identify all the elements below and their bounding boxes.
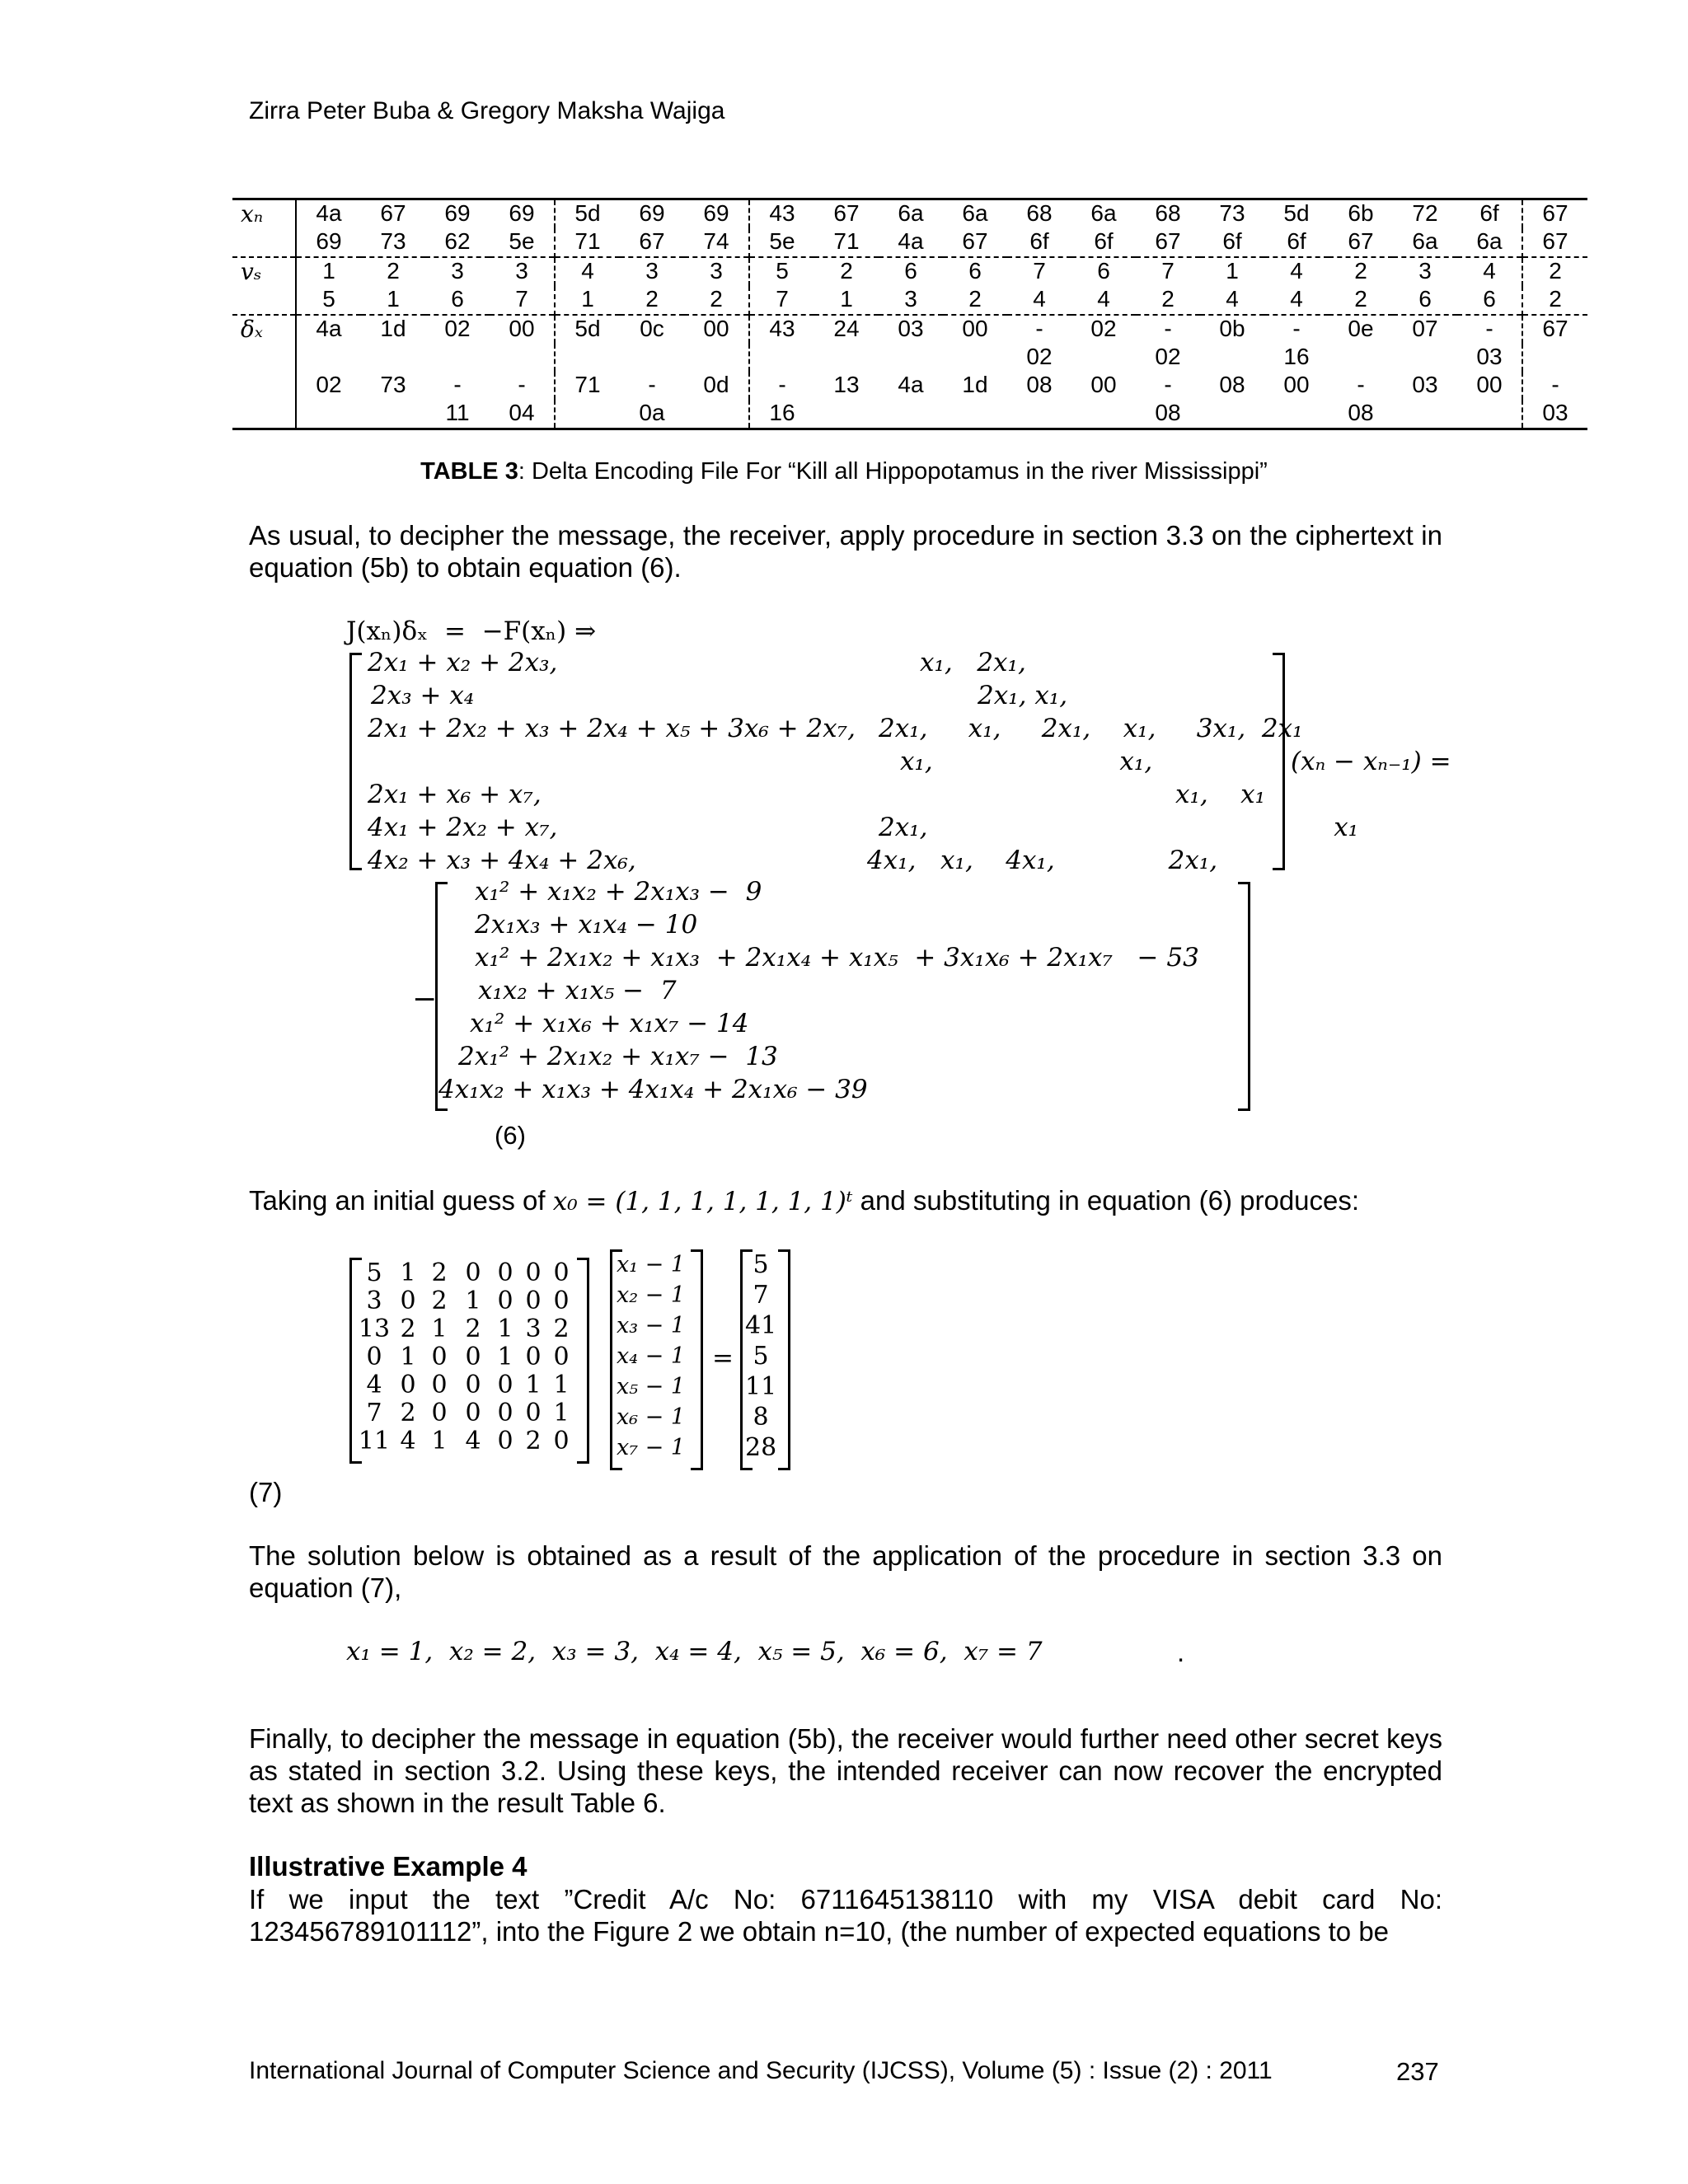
table-cell: 6a <box>1071 199 1136 229</box>
f-row: x₁² + x₁x₆ + x₁x₇ − 14 <box>470 1009 749 1038</box>
matrix-cell: 0 <box>497 1371 513 1399</box>
jacobian-row-term: 4x₂ + x₃ + 4x₄ + 2x₆, <box>368 846 636 875</box>
matrix-cell: 2 <box>553 1315 570 1343</box>
table-cell: 69 <box>425 199 490 229</box>
table-cell: 6 <box>1483 286 1496 312</box>
table-cell: 74 <box>703 228 729 254</box>
table-row <box>232 315 1587 344</box>
matrix-cell: 1 <box>497 1343 513 1371</box>
table-cell: 6f <box>1094 228 1114 254</box>
table-cell: 6a <box>1476 228 1503 254</box>
table-cell <box>814 344 879 372</box>
jacobian-row-term: 2x₁ + 2x₂ + x₃ + 2x₄ + x₅ + 3x₆ + 2x₇, <box>368 714 856 743</box>
table-cell: 67 <box>1522 199 1587 229</box>
table-cell: 6 <box>1418 286 1432 312</box>
table-cell: - <box>749 372 814 400</box>
solution: x₁ = 1, x₂ = 2, x₃ = 3, x₄ = 4, x₅ = 5, x₆ = 6, x₇ = 7 <box>346 1637 1043 1666</box>
table-cell <box>1393 344 1457 372</box>
delta-encoding-table <box>232 198 1587 430</box>
table-cell: 7 <box>515 286 528 312</box>
table-cell: 7 <box>749 286 814 315</box>
matrix-row <box>356 1259 575 1287</box>
table-cell: 03 <box>1412 372 1438 397</box>
f-row: 2x₁x₃ + x₁x₄ − 10 <box>475 910 698 940</box>
table-cell: 5 <box>322 286 335 312</box>
table-cell <box>749 344 814 372</box>
vector-entry: x₄ − 1 <box>617 1343 686 1369</box>
table-cell: 5d <box>1264 199 1329 229</box>
coefficient-matrix <box>356 1259 575 1455</box>
table-cell: 4 <box>1033 286 1046 312</box>
table-cell: 4 <box>1457 257 1522 286</box>
table-cell: 71 <box>555 372 620 400</box>
table-cell <box>425 344 490 372</box>
table-cell: 0e <box>1329 315 1393 344</box>
table-cell: 5e <box>509 228 535 254</box>
table-cell: 02 <box>1155 344 1181 369</box>
matrix-cell: 0 <box>465 1371 481 1399</box>
table-cell: 00 <box>1476 372 1503 397</box>
initial-guess: x₀ = (1, 1, 1, 1, 1, 1, 1)ᵗ <box>552 1187 853 1216</box>
table-cell: - <box>1357 372 1365 397</box>
vector-entry: x₂ − 1 <box>617 1282 686 1308</box>
table-cell: 02 <box>1026 344 1053 369</box>
table-cell: 02 <box>316 372 342 397</box>
table-cell: 1 <box>555 286 620 315</box>
table-cell: 4 <box>555 257 620 286</box>
rhs-entry: 8 <box>753 1403 769 1432</box>
matrix-cell: 4 <box>465 1427 481 1455</box>
matrix-cell: 0 <box>553 1258 570 1287</box>
matrix-row <box>356 1371 575 1399</box>
matrix-cell: 4 <box>366 1371 382 1399</box>
table-cell: 6 <box>1071 257 1136 286</box>
section-heading: Illustrative Example 4 <box>249 1851 528 1882</box>
matrix-cell: 0 <box>465 1258 481 1287</box>
table-cell <box>1071 344 1136 372</box>
matrix-cell: 2 <box>400 1399 416 1427</box>
table-cell: 3 <box>620 257 684 286</box>
table-cell: - <box>1522 372 1587 400</box>
rhs-entry: 28 <box>745 1433 777 1462</box>
matrix-cell: 0 <box>497 1286 513 1315</box>
row-label <box>232 286 296 315</box>
f-right-bracket <box>1238 882 1250 1111</box>
table-cell: 11 <box>425 400 490 429</box>
row-label <box>232 228 296 257</box>
table-cell <box>1522 344 1587 372</box>
table-cell: 1 <box>387 286 400 312</box>
table-cell <box>1007 400 1071 429</box>
row-label <box>232 344 296 372</box>
table-cell <box>555 344 620 372</box>
table-cell <box>814 400 879 429</box>
table-cell: 02 <box>425 315 490 344</box>
jacobian-row-cols: 2x₁, x₁ <box>879 813 1359 842</box>
eq6-factor: (xₙ − xₙ₋₁) = <box>1291 747 1451 776</box>
matrix-cell: 13 <box>358 1315 391 1343</box>
matrix-cell: 1 <box>465 1286 481 1315</box>
table-cell <box>1329 344 1393 372</box>
eq6-lhs: J(xₙ)δₓ = −F(xₙ) ⇒ <box>346 616 597 646</box>
caption-text: : Delta Encoding File For “Kill all Hippopotamus in the river Mississippi” <box>518 458 1268 485</box>
matrix-right-bracket <box>577 1258 589 1464</box>
table-cell <box>1200 400 1264 429</box>
table-cell <box>684 400 749 429</box>
paragraph-3: The solution below is obtained as a result of the application of the procedure in section 3.3 on equation (7), <box>249 1540 1442 1603</box>
table-cell: 2 <box>1522 257 1587 286</box>
eq6-number: (6) <box>495 1121 526 1150</box>
table-cell: 00 <box>684 315 749 344</box>
table-row <box>232 199 1587 229</box>
matrix-cell: 0 <box>553 1343 570 1371</box>
unknown-vector <box>617 1249 685 1463</box>
solution-dot: . <box>1177 1637 1185 1667</box>
table-cell: 3 <box>684 257 749 286</box>
table-cell: 5 <box>749 257 814 286</box>
table-cell: - <box>1164 372 1172 397</box>
table-cell: 6b <box>1329 199 1393 229</box>
matrix-cell: 4 <box>400 1427 416 1455</box>
table-cell: 03 <box>879 315 943 344</box>
table-cell: 03 <box>1476 344 1503 369</box>
vector-entry: x₃ − 1 <box>617 1313 686 1338</box>
vector-entry: x₅ − 1 <box>617 1374 686 1399</box>
table-cell: 69 <box>684 199 749 229</box>
table-cell: 6a <box>1412 228 1438 254</box>
table-cell: 3 <box>904 286 917 312</box>
table-cell: 00 <box>1090 372 1117 397</box>
matrix-row <box>356 1427 575 1455</box>
table-cell: 68 <box>1136 199 1200 229</box>
table-cell: 67 <box>962 228 988 254</box>
table-cell: 71 <box>555 228 620 257</box>
matrix-row <box>356 1315 575 1343</box>
table-cell: 67 <box>1348 228 1374 254</box>
table-row <box>232 344 1587 372</box>
table-cell: 2 <box>1329 257 1393 286</box>
row-label <box>232 372 296 400</box>
jacobian-row-term: 2x₁ + x₆ + x₇, <box>368 780 542 809</box>
rhs-entry: 41 <box>745 1311 777 1340</box>
table-cell: 69 <box>490 199 555 229</box>
matrix-cell: 2 <box>525 1427 542 1455</box>
table-cell: 1d <box>361 315 425 344</box>
f-row: x₁² + x₁x₂ + 2x₁x₃ − 9 <box>475 877 762 907</box>
table-cell: 6 <box>879 257 943 286</box>
vector-entry: x₁ − 1 <box>617 1252 686 1277</box>
table-cell: 6f <box>1457 199 1522 229</box>
rhs-entry: 5 <box>753 1342 769 1371</box>
matrix-cell: 0 <box>525 1286 542 1315</box>
table-row <box>232 286 1587 315</box>
eq6-minus: − <box>412 982 438 1016</box>
table-cell: 73 <box>380 228 406 254</box>
jacobian-row-cols: 2x₁, x₁, 2x₁, x₁, 3x₁, 2x₁ <box>879 714 1303 743</box>
table-cell: 1 <box>1200 257 1264 286</box>
matrix-row <box>356 1287 575 1315</box>
paragraph-5: If we input the text ”Credit A/c No: 6711645138110 with my VISA debit card No: 123456789101112”, into the Figure 2 we obtain n=10, (the number of expected equations to be <box>249 1884 1442 1947</box>
f-row: 2x₁² + 2x₁x₂ + x₁x₇ − 13 <box>458 1042 778 1071</box>
vector-entry: x₇ − 1 <box>617 1435 686 1460</box>
matrix-cell: 2 <box>400 1315 416 1343</box>
table-caption <box>0 458 1688 485</box>
table-cell: 03 <box>1522 400 1587 429</box>
table-cell: 2 <box>814 257 879 286</box>
table-cell: 07 <box>1393 315 1457 344</box>
matrix-row <box>356 1399 575 1427</box>
table-cell: 6a <box>943 199 1007 229</box>
matrix-cell: 0 <box>497 1258 513 1287</box>
table-cell: - <box>648 372 656 397</box>
table-cell: 3 <box>425 257 490 286</box>
table-cell: 4 <box>1226 286 1239 312</box>
eq7-number: (7) <box>249 1477 283 1507</box>
table-cell: 72 <box>1393 199 1457 229</box>
table-cell: 13 <box>833 372 860 397</box>
matrix-cell: 1 <box>400 1343 416 1371</box>
table-cell: 4a <box>296 315 361 344</box>
f-row: x₁² + 2x₁x₂ + x₁x₃ + 2x₁x₄ + x₁x₅ + 3x₁x₆ + 2x₁x₇ − 53 <box>475 943 1199 972</box>
table-cell: - <box>1007 315 1071 344</box>
matrix-cell: 0 <box>400 1371 416 1399</box>
jacobian-left-bracket <box>349 653 362 870</box>
table-cell: 08 <box>1136 400 1200 429</box>
table-cell: 2 <box>1161 286 1175 312</box>
running-head: Zirra Peter Buba & Gregory Maksha Wajiga <box>249 97 725 124</box>
table-cell: 1d <box>962 372 988 397</box>
table-cell: 3 <box>1393 257 1457 286</box>
matrix-cell: 0 <box>497 1427 513 1455</box>
matrix-cell: 1 <box>553 1399 570 1427</box>
table-cell <box>1071 400 1136 429</box>
matrix-cell: 0 <box>553 1286 570 1315</box>
f-row: 4x₁x₂ + x₁x₃ + 4x₁x₄ + 2x₁x₆ − 39 <box>438 1075 868 1104</box>
table-cell: 4 <box>1097 286 1110 312</box>
table-cell: 2 <box>361 257 425 286</box>
footer: International Journal of Computer Science and Security (IJCSS), Volume (5) : Issue (2) : 2011 <box>249 2057 1273 2084</box>
table-cell: 67 <box>1522 315 1587 344</box>
table-cell: 1 <box>840 286 853 312</box>
table-cell: - <box>1136 315 1200 344</box>
table-cell: 16 <box>1283 344 1310 369</box>
table-cell <box>1457 400 1522 429</box>
table-cell: 71 <box>833 228 860 254</box>
table-cell: 0a <box>620 400 684 429</box>
table-cell: - <box>1264 315 1329 344</box>
matrix-cell: 7 <box>366 1399 382 1427</box>
table-cell <box>879 344 943 372</box>
jacobian-row-cols: 4x₁, x₁, 4x₁, 2x₁, <box>867 846 1218 875</box>
matrix-cell: 1 <box>400 1258 416 1287</box>
table-cell: 5d <box>555 199 620 229</box>
table-cell: 08 <box>1026 372 1053 397</box>
matrix-cell: 0 <box>366 1343 382 1371</box>
matrix-cell: 0 <box>431 1343 448 1371</box>
table-cell: 4a <box>898 372 924 397</box>
matrix-cell: 0 <box>465 1343 481 1371</box>
page-number: 237 <box>1396 2057 1439 2086</box>
matrix-cell: 1 <box>431 1315 448 1343</box>
table-cell <box>620 344 684 372</box>
table-row <box>232 400 1587 429</box>
table-cell: 73 <box>380 372 406 397</box>
table-cell: 67 <box>639 228 665 254</box>
paragraph-1: As usual, to decipher the message, the receiver, apply procedure in section 3.3 on the ciphertext in equation (5b) to obtain equation (6). <box>249 520 1442 583</box>
matrix-cell: 0 <box>525 1399 542 1427</box>
matrix-cell: 1 <box>431 1427 448 1455</box>
table-cell <box>1200 344 1264 372</box>
table-cell: 6a <box>879 199 943 229</box>
table-cell <box>296 400 361 429</box>
table-cell: 00 <box>943 315 1007 344</box>
table-cell: 2 <box>645 286 659 312</box>
table-cell: 4a <box>898 228 924 254</box>
table-cell <box>1264 400 1329 429</box>
table-row <box>232 257 1587 286</box>
table-cell: 6f <box>1287 228 1306 254</box>
matrix-cell: 0 <box>525 1343 542 1371</box>
table-cell: 00 <box>1283 372 1310 397</box>
table-cell: 5e <box>749 228 814 257</box>
f-row: x₁x₂ + x₁x₅ − 7 <box>478 976 677 1005</box>
table-cell: 6f <box>1222 228 1242 254</box>
table-cell: 0b <box>1200 315 1264 344</box>
paragraph-4: Finally, to decipher the message in equation (5b), the receiver would further need other secret keys as stated in section 3.2. Using these keys, the intended receiver can now recover the encrypted text as shown in the result Table 6. <box>249 1723 1442 1818</box>
table-cell: 00 <box>490 315 555 344</box>
row-label: δₓ <box>232 315 296 344</box>
matrix-cell: 0 <box>497 1399 513 1427</box>
table-cell: 16 <box>749 400 814 429</box>
table-cell: 2 <box>968 286 982 312</box>
table-cell <box>684 344 749 372</box>
table-cell: 04 <box>490 400 555 429</box>
jacobian-row-cols: x₁, x₁ <box>1175 780 1266 809</box>
matrix-cell: 0 <box>465 1399 481 1427</box>
matrix-cell: 2 <box>465 1315 481 1343</box>
matrix-cell: 0 <box>553 1427 570 1455</box>
matrix-cell: 11 <box>358 1427 391 1455</box>
matrix-cell: 2 <box>431 1286 448 1315</box>
table-cell: 43 <box>749 315 814 344</box>
table-cell <box>555 400 620 429</box>
matrix-cell: 2 <box>431 1258 448 1287</box>
table-cell: - <box>518 372 526 397</box>
jacobian-row-term: 2x₁ + x₂ + 2x₃, <box>368 648 558 677</box>
row-label: vₛ <box>232 257 296 286</box>
table-cell: 2 <box>1354 286 1367 312</box>
matrix-cell: 1 <box>497 1315 513 1343</box>
table-cell <box>943 400 1007 429</box>
table-cell <box>296 344 361 372</box>
table-cell: 69 <box>316 228 342 254</box>
matrix-cell: 1 <box>553 1371 570 1399</box>
table-cell: 73 <box>1200 199 1264 229</box>
matrix-row <box>356 1343 575 1371</box>
table-cell: 4a <box>296 199 361 229</box>
rhs-entry: 5 <box>753 1250 769 1279</box>
row-label: xₙ <box>232 199 296 229</box>
table-cell: 67 <box>814 199 879 229</box>
table-cell: 4 <box>1290 286 1303 312</box>
eq7-equals: = <box>712 1343 734 1373</box>
matrix-cell: 3 <box>525 1315 542 1343</box>
jacobian-row-cols: x₁, 2x₁, <box>920 648 1026 677</box>
table-cell: 4 <box>1264 257 1329 286</box>
table-cell <box>1393 400 1457 429</box>
vector-entry: x₆ − 1 <box>617 1404 686 1430</box>
rhs-entry: 7 <box>753 1281 769 1310</box>
matrix-cell: 3 <box>366 1286 382 1315</box>
table-cell: 6 <box>943 257 1007 286</box>
table-cell: 0d <box>703 372 729 397</box>
rhs-right-bracket <box>778 1249 790 1470</box>
matrix-cell: 0 <box>525 1258 542 1287</box>
paragraph-2-end: and substituting in equation (6) produces: <box>860 1185 1360 1216</box>
table-cell: 1 <box>296 257 361 286</box>
table-cell: 0c <box>620 315 684 344</box>
table-cell: 69 <box>620 199 684 229</box>
table-cell <box>361 400 425 429</box>
matrix-cell: 0 <box>400 1286 416 1315</box>
jacobian-row-cols: x₁, x₁, <box>900 747 1153 776</box>
table-cell: 7 <box>1136 257 1200 286</box>
matrix-cell: 0 <box>431 1399 448 1427</box>
table-cell: 43 <box>749 199 814 229</box>
jacobian-row-term: 4x₁ + 2x₂ + x₇, <box>368 813 558 842</box>
table-cell: - <box>453 372 462 397</box>
matrix-cell: 0 <box>431 1371 448 1399</box>
table-cell: 3 <box>490 257 555 286</box>
table-row <box>232 228 1587 257</box>
table-cell <box>490 344 555 372</box>
table-cell: 02 <box>1071 315 1136 344</box>
table-cell <box>879 400 943 429</box>
paragraph-2 <box>249 1185 1359 1216</box>
rhs-vector <box>745 1249 776 1463</box>
table-cell: 2 <box>1522 286 1587 315</box>
table-cell: 5d <box>555 315 620 344</box>
table-cell: 08 <box>1329 400 1393 429</box>
matrix-cell: 1 <box>525 1371 542 1399</box>
table-cell: 7 <box>1007 257 1071 286</box>
table-cell: 67 <box>361 199 425 229</box>
paragraph-2-start: Taking an initial guess of <box>249 1185 546 1216</box>
jacobian-row-term: 2x₃ + x₄ <box>371 681 475 710</box>
table-cell: 67 <box>1155 228 1181 254</box>
table-cell: 6f <box>1029 228 1049 254</box>
matrix-cell: 5 <box>366 1258 382 1287</box>
table-cell: - <box>1457 315 1522 344</box>
table-cell: 68 <box>1007 199 1071 229</box>
table-cell: 6 <box>451 286 464 312</box>
table-cell: 67 <box>1522 228 1587 257</box>
vector-right-bracket <box>691 1249 703 1470</box>
table-cell: 24 <box>814 315 879 344</box>
table-cell <box>361 344 425 372</box>
table-cell: 2 <box>710 286 723 312</box>
rhs-entry: 11 <box>745 1372 777 1401</box>
table-cell <box>943 344 1007 372</box>
row-label <box>232 400 296 429</box>
caption-label: TABLE 3 <box>420 458 518 485</box>
table-cell: 08 <box>1219 372 1245 397</box>
table-row <box>232 372 1587 400</box>
jacobian-row-cols: 2x₁, x₁, <box>978 681 1068 710</box>
table-cell: 62 <box>444 228 471 254</box>
